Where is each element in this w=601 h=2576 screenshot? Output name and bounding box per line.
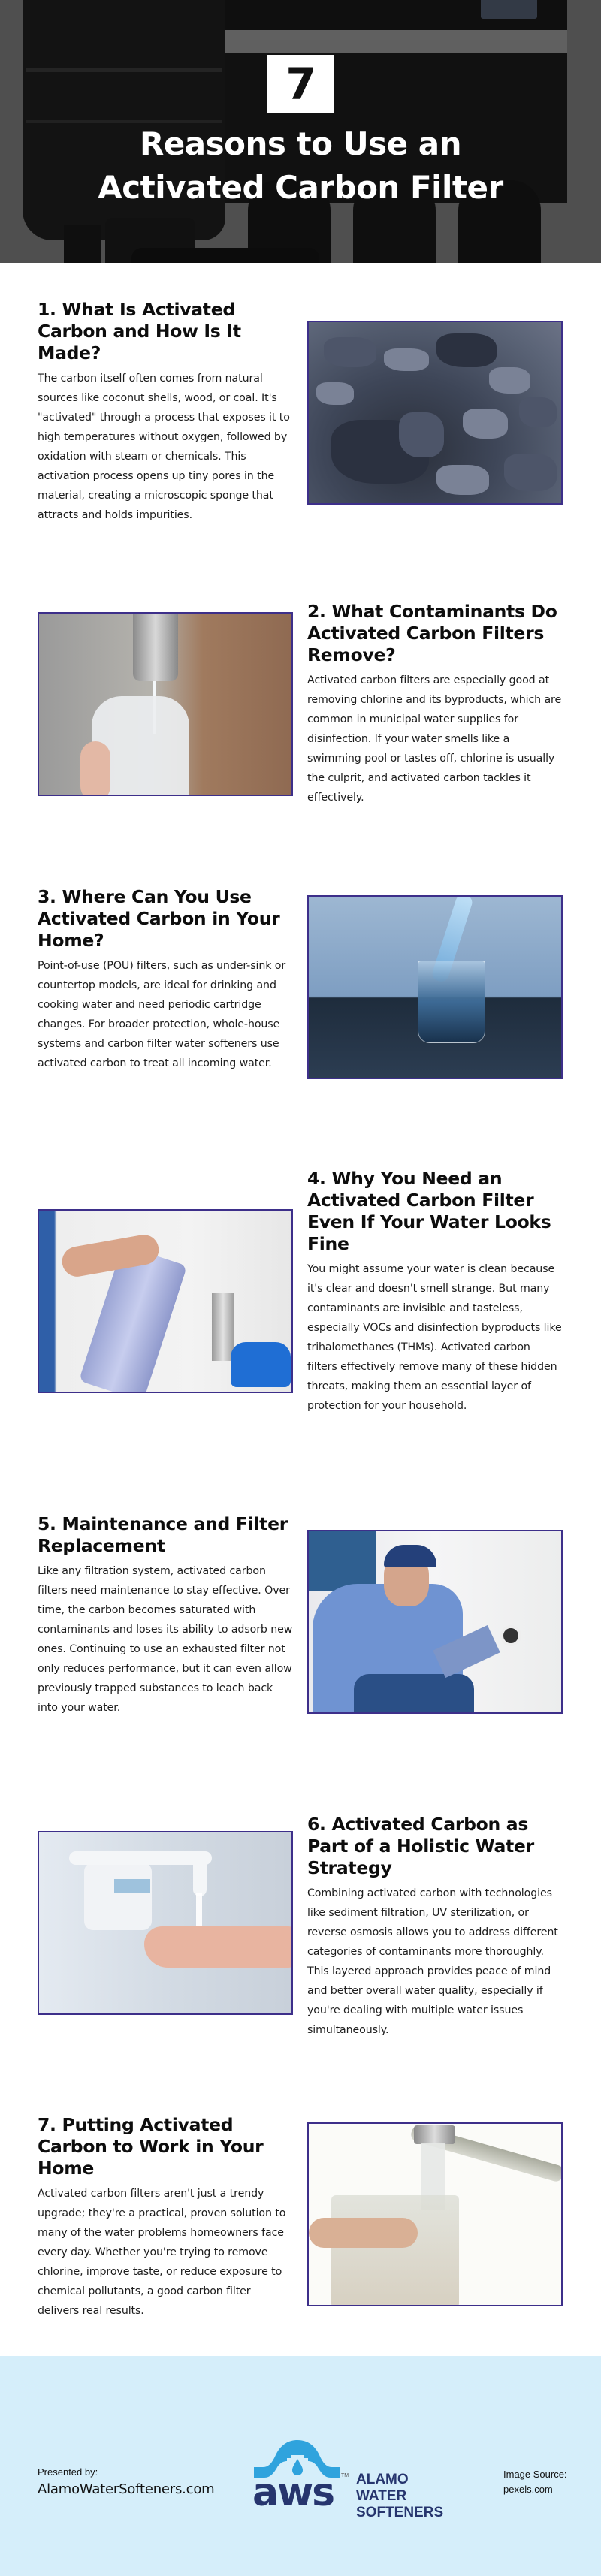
hero-banner xyxy=(0,0,601,263)
section-4-text xyxy=(307,1168,563,1416)
water-pouring-into-glass-photo xyxy=(307,895,563,1079)
page-title xyxy=(0,122,601,210)
section-body: Activated carbon filters are especially good at removing chlorine and its byproducts, which are common in municipal water supplies for disinfection. If your water smells like a swimming pool or tastes off, chlorine is usually the culprit, and activated carbon tackles it effectively. xyxy=(307,674,562,804)
hero-number: 7 xyxy=(285,59,316,110)
page-title-line-2: Activated Carbon Filter xyxy=(98,169,503,206)
footer xyxy=(0,2356,601,2576)
section-3-text xyxy=(38,886,293,1073)
presented-by-website-link[interactable]: AlamoWaterSofteners.com xyxy=(38,2481,215,2497)
section-7-text xyxy=(38,2114,293,2321)
plumber-inspecting-heater-photo xyxy=(307,1530,563,1714)
hero-number-badge xyxy=(267,55,334,113)
section-heading: 7. Putting Activated Carbon to Work in Your Home xyxy=(38,2114,264,2179)
section-heading: 1. What Is Activated Carbon and How Is It Made? xyxy=(38,299,241,363)
section-1-text xyxy=(38,299,293,525)
section-2-text xyxy=(307,601,563,807)
filter-housing-replacement-photo xyxy=(38,1209,293,1393)
charcoal-pieces-photo xyxy=(307,321,563,505)
trademark-symbol: TM xyxy=(341,2473,349,2478)
logo-word: WATER xyxy=(356,2488,407,2504)
section-5-text xyxy=(38,1513,293,1718)
section-6-text xyxy=(307,1814,563,2040)
presented-by-label: Presented by: xyxy=(38,2466,98,2478)
hand-under-tap-photo xyxy=(38,1831,293,2015)
section-body: Activated carbon filters aren't just a trendy upgrade; they're a practical, proven solution to many of the water problems homeowners face every day. Whether you're trying to remove chlorine, improve taste, or reduce exposure to chemical pollutants, a good carbon filter delivers real results. xyxy=(38,2188,286,2317)
section-heading: 5. Maintenance and Filter Replacement xyxy=(38,1513,288,1556)
page-title-line-1: Reasons to Use an xyxy=(139,125,462,162)
logo-company-name xyxy=(356,2472,443,2521)
image-source-link[interactable]: pexels.com xyxy=(503,2484,553,2495)
section-body: You might assume your water is clean because it's clear and doesn't smell strange. But many contaminants are invisible and tasteless, especially VOCs and disinfection byproducts like trihalomethanes (THMs). Activated carbon filters effectively remove many of these hidden threats, making them an essential layer of protection for your household. xyxy=(307,1263,562,1412)
section-heading: 2. What Contaminants Do Activated Carbon Filters Remove? xyxy=(307,601,557,665)
section-body: Like any filtration system, activated carbon filters need maintenance to stay effective. Over time, the carbon becomes saturated with contaminants and loses its ability to adsorb new ones. Continuing to use an exhausted filter not only reduces performance, but it can even allow previously trapped substances to leach back into your water. xyxy=(38,1565,293,1714)
section-body: Combining activated carbon with technologies like sediment filtration, UV sterilization, or reverse osmosis allows you to address different categories of contaminants more thoroughly. This layered approach provides peace of mind and better overall water quality, especially if you're dealing with multiple water issues simultaneously. xyxy=(307,1887,558,2036)
section-heading: 3. Where Can You Use Activated Carbon in Your Home? xyxy=(38,886,280,951)
company-logo xyxy=(252,2434,448,2520)
section-body: The carbon itself often comes from natural sources like coconut shells, wood, or coal. It's "activated" through a process that exposes it to high temperatures without oxygen, followed by oxidation with steam or chemicals. This activation process opens up tiny pores in the material, creating a microscopic sponge that attracts and holds impurities. xyxy=(38,373,290,521)
section-body: Point-of-use (POU) filters, such as under-sink or countertop models, are ideal for drinking and cooking water and need periodic cartridge changes. For broader protection, whole-house systems and carbon filter water softeners use activated carbon to treat all incoming water. xyxy=(38,960,286,1069)
logo-word: SOFTENERS xyxy=(356,2505,444,2520)
section-heading: 4. Why You Need an Activated Carbon Filter Even If Your Water Looks Fine xyxy=(307,1168,551,1254)
section-heading: 6. Activated Carbon as Part of a Holistic Water Strategy xyxy=(307,1814,534,1878)
glass-under-faucet-photo xyxy=(307,2122,563,2306)
logo-word: ALAMO xyxy=(356,2472,409,2487)
image-source-label: Image Source: xyxy=(503,2469,567,2480)
logo-wordmark: aws xyxy=(252,2470,334,2515)
faucet-filling-jar-photo xyxy=(38,612,293,796)
